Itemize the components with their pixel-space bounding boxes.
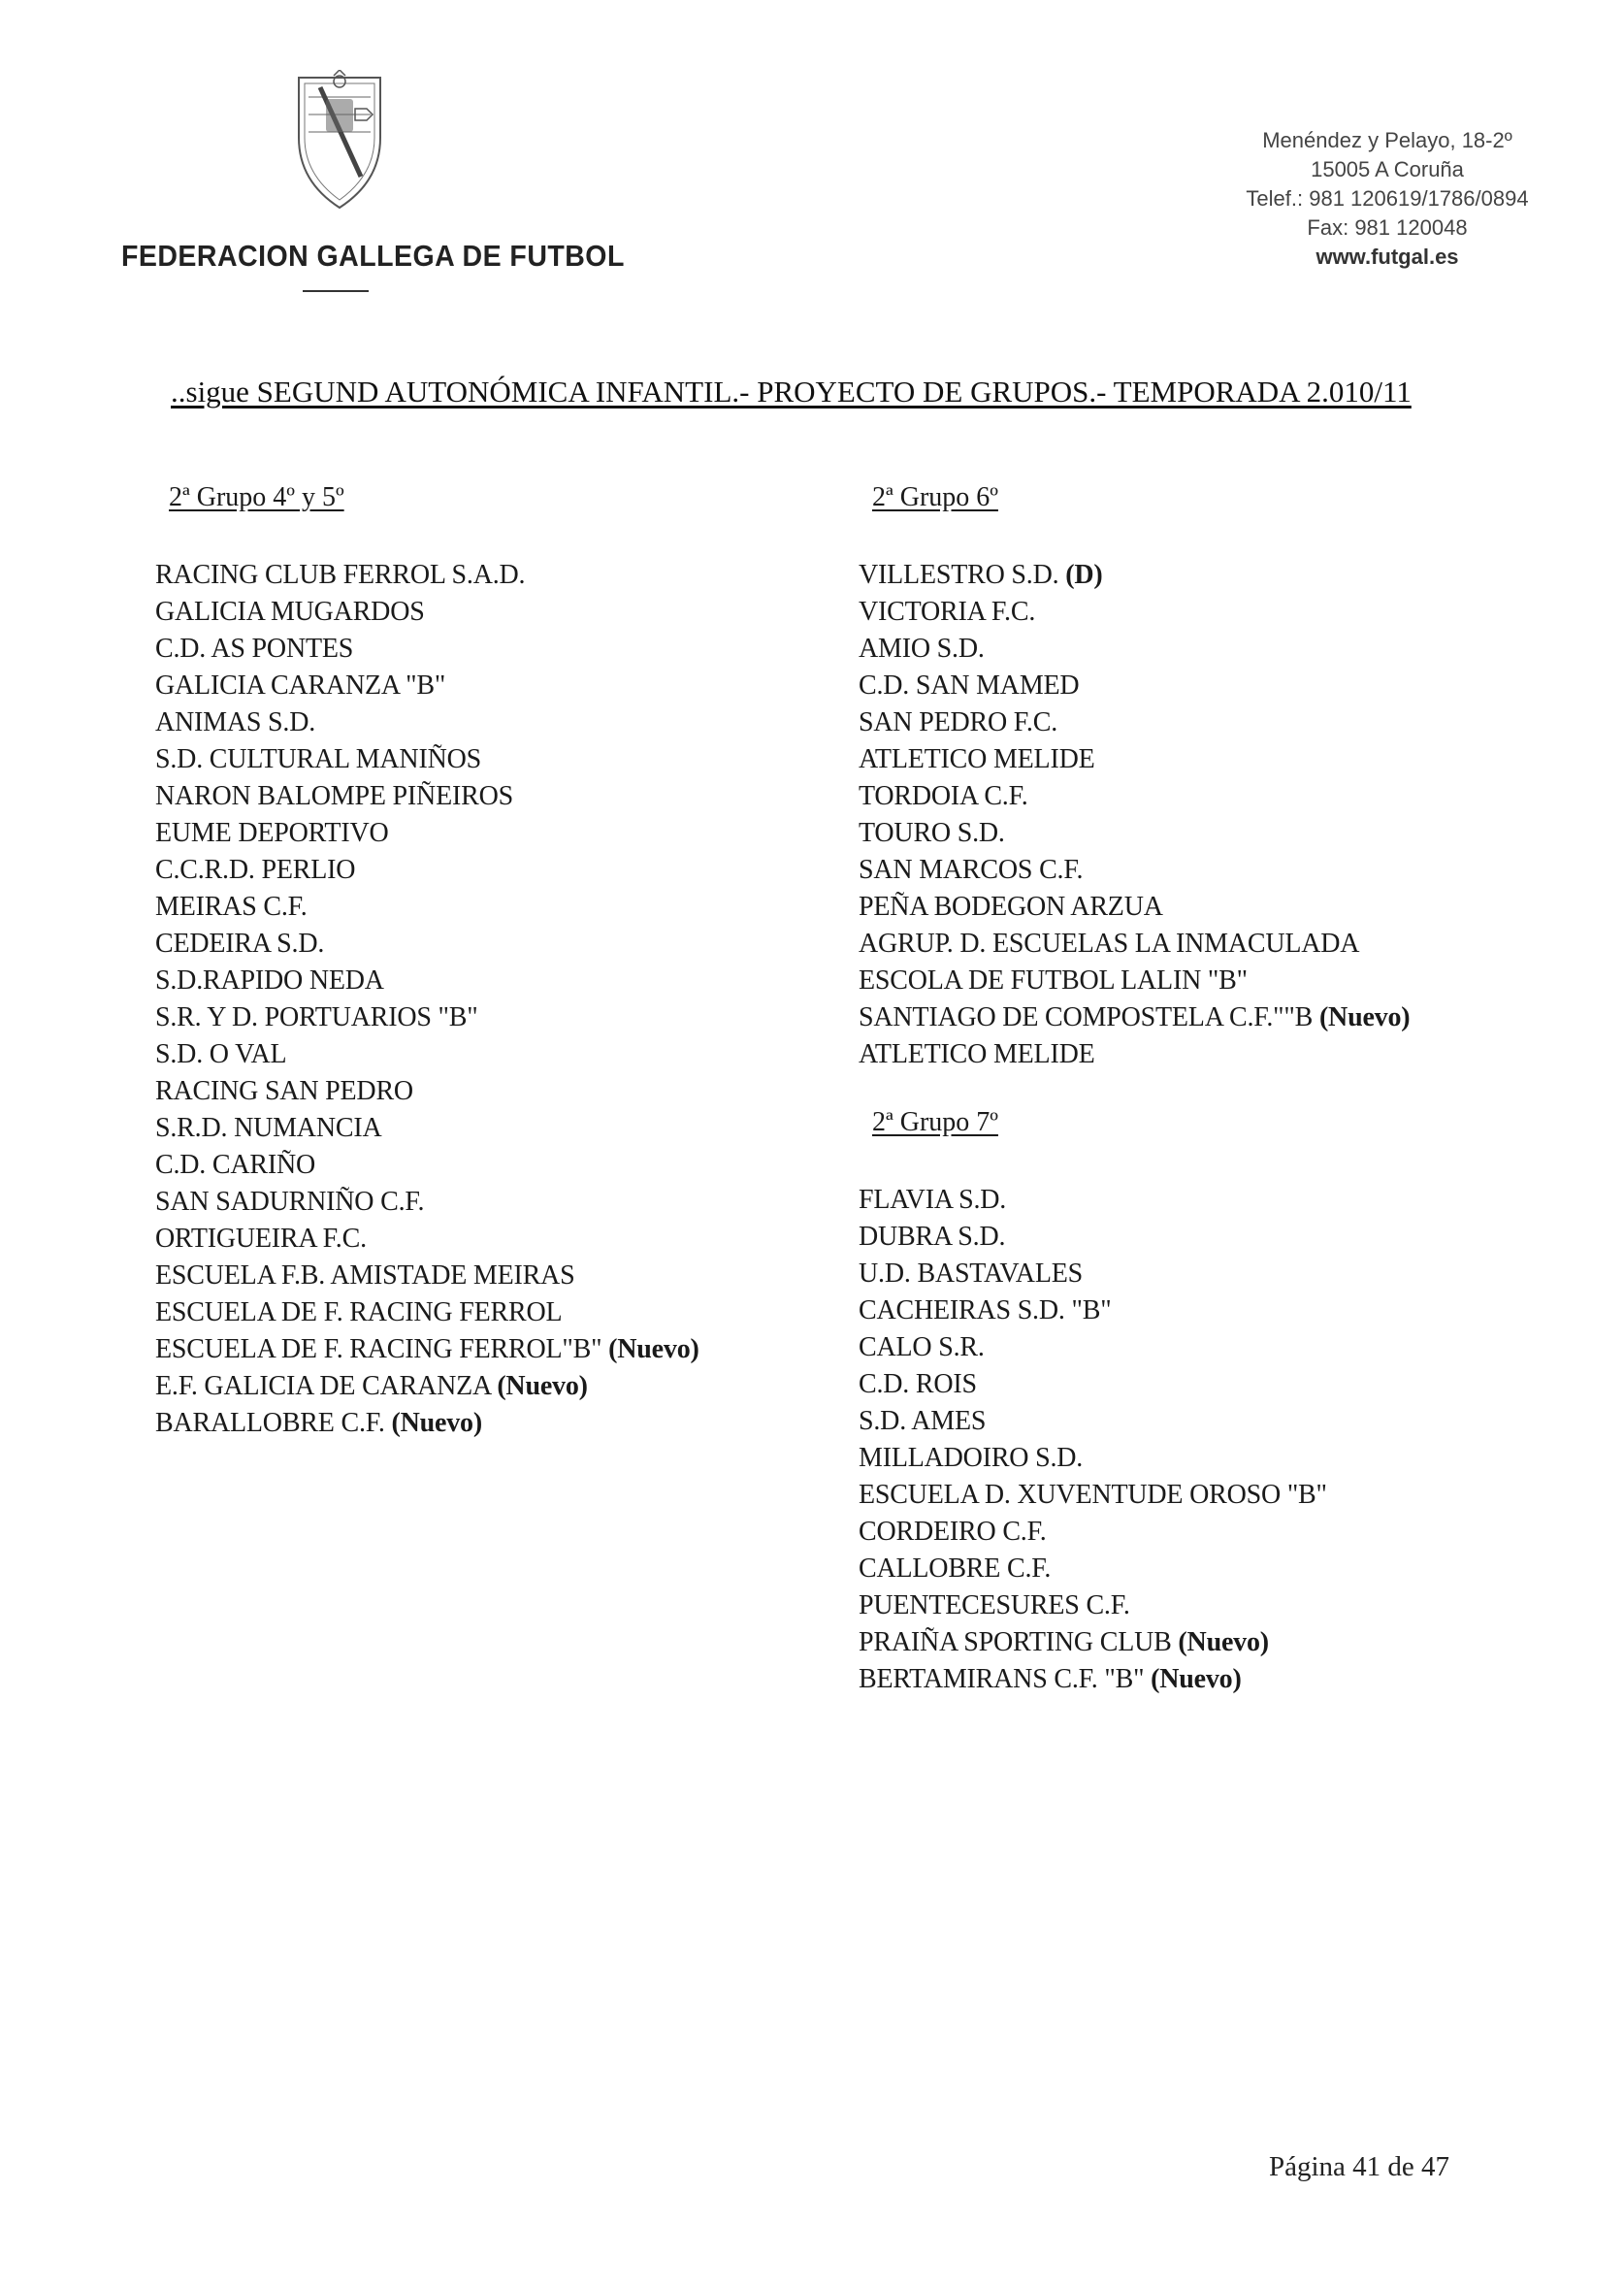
team-name: RACING SAN PEDRO <box>155 1076 413 1106</box>
team-name: GALICIA MUGARDOS <box>155 597 425 627</box>
team-tag: (Nuevo) <box>497 1371 588 1401</box>
team-name: RACING CLUB FERROL S.A.D. <box>155 560 526 590</box>
team-list <box>859 1182 1410 1698</box>
group-column-right <box>859 481 1410 1698</box>
team-name: ESCUELA F.B. AMISTADE MEIRAS <box>155 1260 575 1291</box>
contact-block <box>1222 126 1552 272</box>
team-list-item <box>859 1403 1410 1440</box>
team-list-item <box>155 1331 699 1368</box>
group-column-left <box>155 481 699 1442</box>
group-spacer <box>859 1073 1410 1106</box>
team-list-item <box>859 668 1410 704</box>
team-list-item <box>859 1661 1410 1698</box>
team-name: C.D. ROIS <box>859 1369 977 1399</box>
team-list-item <box>155 741 699 778</box>
team-name: S.R.D. NUMANCIA <box>155 1113 382 1143</box>
team-name: CALLOBRE C.F. <box>859 1553 1052 1584</box>
team-list-item <box>859 778 1410 815</box>
team-name: ESCUELA D. XUVENTUDE OROSO "B" <box>859 1480 1327 1510</box>
team-name: S.D. AMES <box>859 1406 987 1436</box>
team-list-item <box>155 668 699 704</box>
team-list-item <box>155 778 699 815</box>
team-list-item <box>859 557 1410 594</box>
team-name: EUME DEPORTIVO <box>155 818 389 848</box>
team-list-item <box>859 1440 1410 1477</box>
team-name: MILLADOIRO S.D. <box>859 1443 1084 1473</box>
team-tag: (D) <box>1065 560 1103 590</box>
team-name: ORTIGUEIRA F.C. <box>155 1224 367 1254</box>
team-list-item <box>155 889 699 926</box>
team-list-item <box>155 852 699 889</box>
team-list-item <box>155 1184 699 1221</box>
team-name: MEIRAS C.F. <box>155 892 308 922</box>
team-name: CACHEIRAS S.D. "B" <box>859 1295 1112 1325</box>
shield-crest-icon <box>291 70 388 215</box>
team-name: S.D. O VAL <box>155 1039 287 1069</box>
contact-phone: Telef.: 981 120619/1786/0894 <box>1246 186 1529 211</box>
team-list-item <box>859 852 1410 889</box>
group-heading: 2ª Grupo 7º <box>872 1107 998 1137</box>
team-name: S.R. Y D. PORTUARIOS "B" <box>155 1002 478 1032</box>
team-name: ATLETICO MELIDE <box>859 744 1095 774</box>
contact-fax: Fax: 981 120048 <box>1307 215 1468 240</box>
team-name: FLAVIA S.D. <box>859 1185 1007 1215</box>
team-name: U.D. BASTAVALES <box>859 1259 1083 1289</box>
team-list-item <box>155 815 699 852</box>
contact-address: Menéndez y Pelayo, 18-2º <box>1262 128 1512 152</box>
team-list-item <box>859 963 1410 999</box>
team-name: SANTIAGO DE COMPOSTELA C.F.""B <box>859 1002 1314 1032</box>
team-name: S.D. CULTURAL MANIÑOS <box>155 744 481 774</box>
team-name: ESCUELA DE F. RACING FERROL <box>155 1297 563 1327</box>
team-name: CEDEIRA S.D. <box>155 929 325 959</box>
team-name: DUBRA S.D. <box>859 1222 1006 1252</box>
team-name: VILLESTRO S.D. <box>859 560 1059 590</box>
team-name: E.F. GALICIA DE CARANZA <box>155 1371 491 1401</box>
team-list-item <box>859 704 1410 741</box>
team-list-item <box>859 594 1410 631</box>
team-list-item <box>859 1514 1410 1551</box>
contact-website: www.futgal.es <box>1315 245 1459 269</box>
team-list-item <box>155 557 699 594</box>
team-list-item <box>155 631 699 668</box>
team-list <box>859 557 1410 1073</box>
team-name: BARALLOBRE C.F. <box>155 1408 385 1438</box>
team-list-item <box>155 1221 699 1258</box>
team-tag: (Nuevo) <box>1151 1664 1242 1694</box>
team-list-item <box>859 1219 1410 1256</box>
team-list-item <box>155 704 699 741</box>
team-name: S.D.RAPIDO NEDA <box>155 965 384 996</box>
page-number: Página 41 de 47 <box>1269 2151 1450 2182</box>
team-list-item <box>155 1147 699 1184</box>
team-list-item <box>155 1110 699 1147</box>
team-list-item <box>859 1551 1410 1587</box>
team-list-item <box>859 999 1410 1036</box>
organization-name: FEDERACION GALLEGA DE FUTBOL <box>121 239 625 273</box>
team-list-item <box>155 963 699 999</box>
team-list-item <box>155 1036 699 1073</box>
team-list-item <box>155 1258 699 1294</box>
team-name: SAN SADURNIÑO C.F. <box>155 1187 425 1217</box>
team-list-item <box>155 1073 699 1110</box>
team-list-item <box>859 631 1410 668</box>
contact-city: 15005 A Coruña <box>1311 157 1464 181</box>
organization-underline <box>303 290 369 292</box>
team-name: PEÑA BODEGON ARZUA <box>859 892 1163 922</box>
team-list-item <box>859 926 1410 963</box>
team-list-item <box>859 1587 1410 1624</box>
team-list-item <box>155 594 699 631</box>
team-list-item <box>859 1036 1410 1073</box>
team-tag: (Nuevo) <box>1318 1002 1411 1032</box>
team-list-item <box>859 1624 1410 1661</box>
team-name: NARON BALOMPE PIÑEIROS <box>155 781 513 811</box>
team-name: VICTORIA F.C. <box>859 597 1036 627</box>
team-name: BERTAMIRANS C.F. "B" <box>859 1664 1145 1694</box>
team-list-item <box>155 999 699 1036</box>
team-list-item <box>859 889 1410 926</box>
document-title: ..sigue SEGUND AUTONÓMICA INFANTIL.- PROYECTO DE GRUPOS.- TEMPORADA 2.010/11 <box>171 375 1412 409</box>
team-name: PRAIÑA SPORTING CLUB <box>859 1627 1172 1657</box>
team-list-item <box>859 815 1410 852</box>
team-name: PUENTECESURES C.F. <box>859 1590 1130 1620</box>
team-name: ATLETICO MELIDE <box>859 1039 1095 1069</box>
team-tag: (Nuevo) <box>1178 1627 1269 1657</box>
team-list-item <box>859 741 1410 778</box>
team-list-item <box>859 1366 1410 1403</box>
team-list-item <box>155 1405 699 1442</box>
team-name: ESCUELA DE F. RACING FERROL"B" <box>155 1334 602 1364</box>
team-name: TORDOIA C.F. <box>859 781 1028 811</box>
team-name: C.D. SAN MAMED <box>859 670 1080 701</box>
team-name: C.D. AS PONTES <box>155 634 354 664</box>
team-list-item <box>155 1294 699 1331</box>
team-list-item <box>859 1292 1410 1329</box>
team-name: ANIMAS S.D. <box>155 707 316 737</box>
group-heading: 2ª Grupo 4º y 5º <box>169 482 344 512</box>
team-name: CORDEIRO C.F. <box>859 1517 1047 1547</box>
team-name: SAN MARCOS C.F. <box>859 855 1084 885</box>
team-name: C.C.R.D. PERLIO <box>155 855 356 885</box>
team-tag: (Nuevo) <box>608 1334 699 1364</box>
team-name: AMIO S.D. <box>859 634 985 664</box>
team-list-item <box>155 926 699 963</box>
team-name: SAN PEDRO F.C. <box>859 707 1058 737</box>
team-list-item <box>859 1329 1410 1366</box>
group-heading: 2ª Grupo 6º <box>872 482 998 512</box>
team-list-item <box>859 1477 1410 1514</box>
team-name: AGRUP. D. ESCUELAS LA INMACULADA <box>859 929 1360 959</box>
team-list <box>155 557 699 1442</box>
team-name: CALO S.R. <box>859 1332 985 1362</box>
team-name: TOURO S.D. <box>859 818 1005 848</box>
team-name: ESCOLA DE FUTBOL LALIN "B" <box>859 965 1248 996</box>
team-name: C.D. CARIÑO <box>155 1150 316 1180</box>
team-list-item <box>859 1182 1410 1219</box>
team-tag: (Nuevo) <box>391 1408 482 1438</box>
team-name: GALICIA CARANZA "B" <box>155 670 446 701</box>
team-list-item <box>859 1256 1410 1292</box>
team-list-item <box>155 1368 699 1405</box>
